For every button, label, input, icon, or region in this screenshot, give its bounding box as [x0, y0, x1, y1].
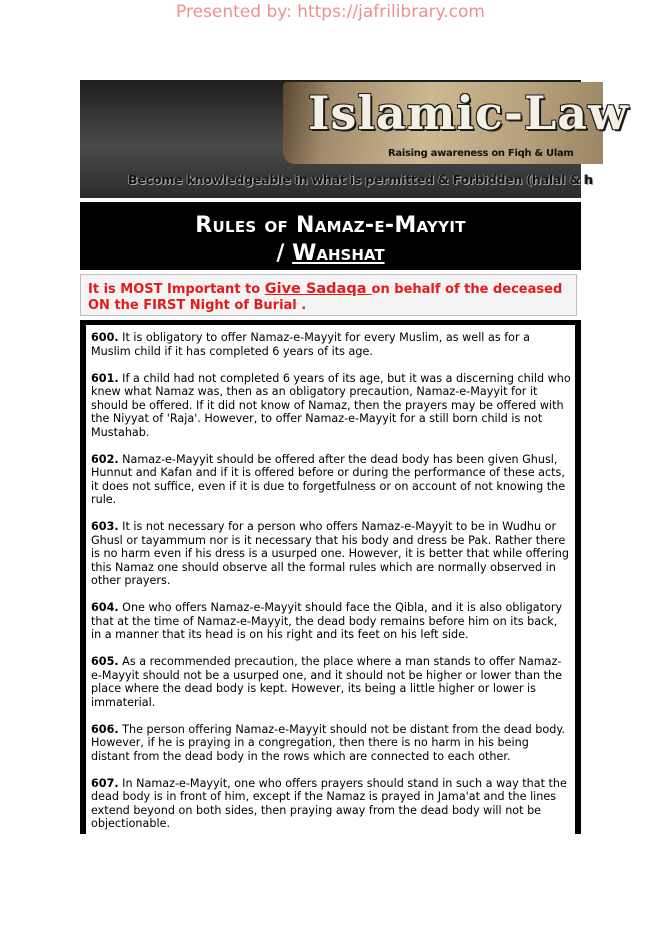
rule-paragraph [91, 520, 571, 588]
rule-number: 606. [91, 722, 119, 736]
rule-number: 602. [91, 452, 119, 466]
rule-paragraph [91, 777, 571, 831]
site-logo: Islamic-Law [308, 86, 629, 140]
rule-number: 605. [91, 655, 119, 668]
rule-number: 600. [91, 331, 119, 344]
title-slash: / [276, 241, 293, 266]
rule-text: As a recommended precaution, the place where a man stands to offer Namaz-e-Mayyit should not be a usurped one, and it should not be higher or lower than the place where the dead body is kept. However, its being a little higher or lower is immaterial. [91, 655, 562, 709]
rule-paragraph [91, 601, 571, 642]
rule-text: It is not necessary for a person who offers Namaz-e-Mayyit to be in Wudhu or Ghusl or tayammum nor is it necessary that his body and dress be Pak. Rather there is no harm even if his dress is a usurped one. However, it is better that while offering this Namaz one should observe all the formal rules which are normally observed in other prayers. [91, 520, 569, 587]
rule-number: 604. [91, 601, 119, 614]
rule-text: It is obligatory to offer Namaz-e-Mayyit for every Muslim, as well as for a Muslim child if it has completed 6 years of its age. [91, 331, 530, 358]
banner-tagline: Become knowledgeable in what is permitted & Forbidden (halal & h [128, 172, 593, 187]
rule-text: One who offers Namaz-e-Mayyit should face the Qibla, and it is also obligatory that at the time of Namaz-e-Mayyit, the dead body remains before him on its back, in a manner that its head is on his right and its feet on his left side. [91, 601, 563, 641]
rule-text: If a child had not completed 6 years of its age, but it was a discerning child who knew what Namaz was, then as an obligatory precaution, Namaz-e-Mayyit for it should be offered. If it did not know of Namaz, then the prayers may be offered with the Niyyat of 'Raja'. However, to offer Namaz-e-Mayyit for a still born child is not Mustahab. [91, 371, 571, 439]
page-title-line1: Rules of Namaz-e-Mayyit [195, 213, 466, 238]
page-frame [80, 80, 629, 834]
rule-paragraph [91, 453, 571, 507]
rule-paragraph [91, 655, 571, 709]
rule-text: In Namaz-e-Mayyit, one who offers prayers should stand in such a way that the dead body is in front of him, except if the Namaz is prayed in Jama'at and the lines extend beyond on both sides, then praying away from the dead body will not be objectionable. [91, 776, 567, 830]
banner-subtitle: Raising awareness on Fiqh & Ulam [388, 148, 574, 159]
notice-suffix: on behalf of the deceased ON the FIRST Night of Burial . [88, 282, 563, 313]
rule-text: The person offering Namaz-e-Mayyit should not be distant from the dead body. However, if he is praying in a congregation, then there is no harm in his being distant from the dead body in the rows which are connected to each other. [91, 722, 565, 763]
sadaqa-notice [80, 274, 577, 316]
page-title [80, 202, 581, 270]
rules-content [86, 325, 575, 834]
notice-prefix: It is MOST Important to [88, 282, 265, 297]
rule-paragraph [91, 723, 571, 764]
rule-paragraph [91, 331, 571, 358]
rule-number: 603. [91, 520, 119, 533]
rule-text: Namaz-e-Mayyit should be offered after the dead body has been given Ghusl, Hunnut and Kafan and if it is offered before or during the performance of these acts, it does not suffice, even if it is due to forgetfulness or on account of not knowing the rule. [91, 452, 566, 506]
presented-by-link[interactable]: Presented by: https://jafrilibrary.com [176, 2, 485, 22]
rule-number: 607. [91, 776, 119, 790]
rules-panel [80, 320, 581, 834]
title-wahshat: Wahshat [292, 241, 385, 266]
page-title-line2 [80, 240, 581, 268]
rule-number: 601. [91, 371, 119, 385]
site-banner [80, 80, 629, 198]
rule-paragraph [91, 372, 571, 440]
give-sadaqa-link[interactable]: Give Sadaqa [264, 281, 372, 297]
